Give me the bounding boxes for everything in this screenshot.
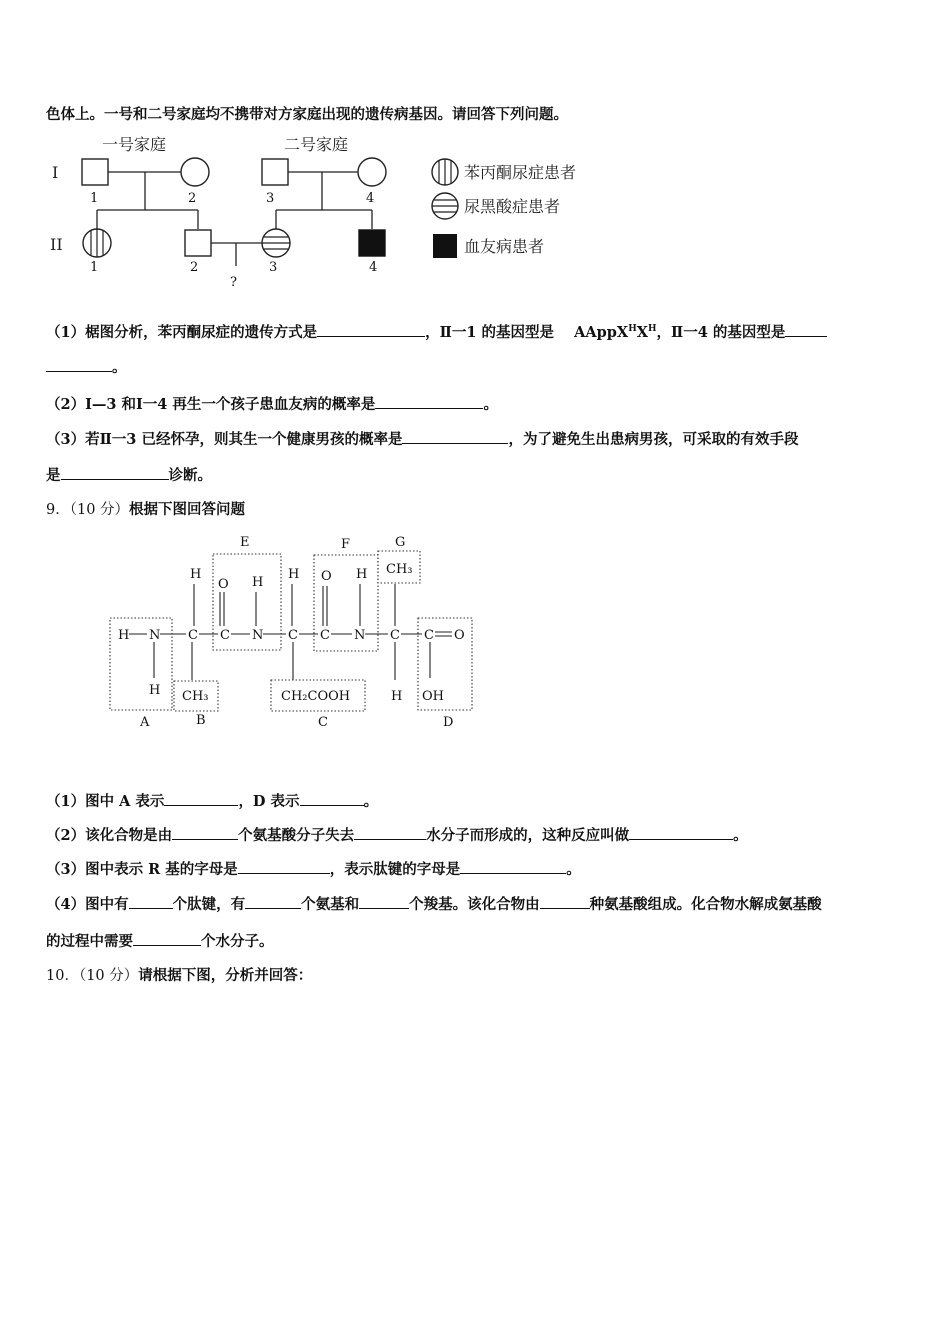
q9-part4-cont bbox=[46, 930, 274, 951]
text-label: 3 bbox=[266, 191, 275, 206]
text-label: F bbox=[341, 537, 351, 552]
q8-part2 bbox=[46, 393, 498, 414]
text-label: A bbox=[140, 715, 150, 730]
text-label: （10 分） bbox=[78, 968, 139, 984]
text-label: ，Ⅱ一1 的基因型是 bbox=[425, 324, 554, 341]
text-label: 个肽键，有 bbox=[172, 896, 246, 913]
text-label: 根据下图回答问题 bbox=[129, 501, 246, 518]
pedigree-chart bbox=[40, 128, 610, 296]
text-label: （4）图中有 bbox=[46, 896, 129, 913]
text-label: CH₃ bbox=[182, 689, 209, 704]
text-label: ，为了避免生出患病男孩，可采取的有效手段 bbox=[508, 431, 799, 448]
text-label: H bbox=[391, 689, 403, 704]
text-label: H bbox=[356, 567, 368, 582]
text-label: C bbox=[320, 628, 330, 643]
q9-part3 bbox=[46, 858, 581, 879]
text-label: （3）图中表示 R 基的字母是 bbox=[46, 861, 238, 878]
intro-text: 色体上。一号和二号家庭均不携带对方家庭出现的遗传病基因。请回答下列问题。 bbox=[46, 106, 568, 123]
i2-female bbox=[181, 158, 209, 186]
text-label: 个氨基和 bbox=[301, 896, 360, 913]
text-label: 2 bbox=[190, 260, 199, 275]
text-label: H bbox=[647, 324, 657, 335]
text-label: O bbox=[454, 628, 465, 643]
text-label: 诊断。 bbox=[168, 467, 212, 484]
text-label: E bbox=[240, 535, 250, 550]
q9-part1 bbox=[46, 790, 378, 811]
gen1-label: I bbox=[52, 163, 59, 182]
text-label: （10 分） bbox=[69, 502, 130, 518]
peptide-structure bbox=[100, 528, 490, 738]
text-label: H bbox=[190, 567, 202, 582]
text-label: 的过程中需要 bbox=[46, 933, 133, 950]
i3-male bbox=[262, 159, 288, 185]
text-label: X bbox=[636, 324, 648, 341]
text-label: 2 bbox=[188, 191, 197, 206]
legend-alkaptonuria: 尿黑酸症患者 bbox=[464, 197, 561, 216]
text-label: ，Ⅱ一4 的基因型是 bbox=[656, 324, 786, 341]
text-label: 1 bbox=[90, 191, 99, 206]
text-label: 个氨基酸分子失去 bbox=[238, 827, 355, 844]
text-label: N bbox=[252, 628, 264, 643]
text-label: D bbox=[443, 715, 454, 730]
text-label: N bbox=[354, 628, 366, 643]
text-label: B bbox=[196, 713, 206, 728]
text-label: 个水分子。 bbox=[201, 933, 274, 950]
text-label: C bbox=[318, 715, 328, 730]
text-label: 4 bbox=[369, 260, 378, 275]
text-label: 1 bbox=[90, 260, 99, 275]
text-label: （1）椐图分析，苯丙酮尿症的遗传方式是 bbox=[46, 324, 318, 341]
text-label: C bbox=[188, 628, 198, 643]
text-label: （2）该化合物是由 bbox=[46, 827, 173, 844]
text-label: N bbox=[149, 628, 161, 643]
text-label: （2）Ⅰ—3 和Ⅰ一4 再生一个孩子患血友病的概率是 bbox=[46, 396, 376, 413]
text-label: OH bbox=[422, 689, 444, 704]
text-label: 4 bbox=[366, 191, 375, 206]
q9-part2 bbox=[46, 824, 748, 845]
text-label: C bbox=[288, 628, 298, 643]
q9-header bbox=[46, 498, 245, 519]
text-label: 3 bbox=[269, 260, 278, 275]
text-label: 。 bbox=[733, 827, 748, 844]
text-label: H bbox=[118, 628, 130, 643]
text-label: C bbox=[220, 628, 230, 643]
text-label: H bbox=[252, 575, 264, 590]
text-label: 种氨基酸组成。化合物水解成氨基酸 bbox=[589, 896, 822, 913]
text-label: （3）若Ⅱ一3 已经怀孕，则其生一个健康男孩的概率是 bbox=[46, 431, 403, 448]
text-label: H bbox=[288, 567, 300, 582]
text-label: H bbox=[628, 324, 637, 335]
text-label: O bbox=[218, 577, 229, 592]
q8-part1-cont bbox=[46, 356, 127, 377]
text-label: CH₃ bbox=[386, 562, 413, 577]
text-label: C bbox=[424, 628, 434, 643]
family2-label: 二号家庭 bbox=[284, 135, 349, 154]
text-label: G bbox=[395, 535, 406, 550]
unknown-child: ? bbox=[230, 275, 237, 290]
legend-hemophilia: 血友病患者 bbox=[464, 237, 545, 256]
text-label: 个羧基。该化合物由 bbox=[409, 896, 540, 913]
text-label: 。 bbox=[112, 359, 127, 376]
q9-part4 bbox=[46, 893, 822, 914]
text-label: 请根据下图，分析并回答： bbox=[138, 967, 313, 984]
text-label: 水分子而形成的，这种反应叫做 bbox=[426, 827, 630, 844]
text-label: 9． bbox=[46, 502, 70, 518]
legend-pku: 苯丙酮尿症患者 bbox=[464, 163, 577, 182]
gen2-label: II bbox=[50, 235, 63, 254]
text-label: 。 bbox=[363, 793, 379, 810]
text-label: 。 bbox=[483, 396, 498, 413]
text-label: ，D 表示 bbox=[238, 793, 300, 810]
ii2-male bbox=[185, 230, 211, 256]
text-label: 10． bbox=[46, 968, 79, 984]
text-label: CH₂COOH bbox=[281, 689, 351, 704]
q8-part3 bbox=[46, 428, 798, 449]
text-label: 。 bbox=[566, 861, 581, 878]
text-label: ，表示肽键的字母是 bbox=[329, 861, 461, 878]
q10-header bbox=[46, 964, 312, 985]
text-label: （1）图中 A 表示 bbox=[46, 793, 165, 810]
text-label: C bbox=[390, 628, 400, 643]
q8-part3-cont bbox=[46, 464, 212, 485]
i1-male bbox=[82, 159, 108, 185]
ii4-male-hemophilia bbox=[359, 230, 385, 256]
family1-label: 一号家庭 bbox=[102, 135, 167, 154]
i4-female bbox=[358, 158, 386, 186]
q8-part1 bbox=[46, 321, 827, 342]
legend-hemophilia-symbol bbox=[433, 234, 457, 258]
text-label: H bbox=[149, 683, 161, 698]
text-label: 是 bbox=[46, 467, 61, 484]
text-label: AAppX bbox=[574, 324, 629, 341]
text-label: O bbox=[321, 569, 332, 584]
